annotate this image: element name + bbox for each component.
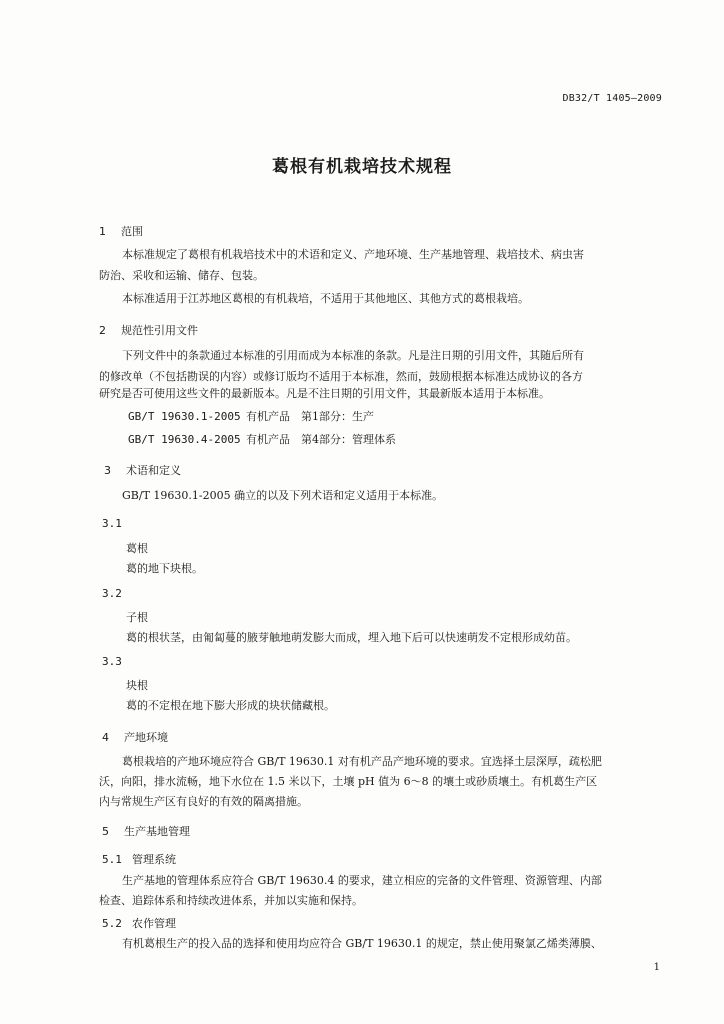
section-4-paragraph-line-1	[122, 751, 602, 772]
section-3-intro	[122, 485, 443, 506]
text-line: 本标准适用于江苏地区葛根的有机栽培，不适用于其他地区、其他方式的葛根栽培。	[122, 292, 529, 305]
reference-item	[128, 408, 374, 424]
section-2-paragraph-line-3	[99, 383, 550, 404]
term-name: 葛根	[126, 542, 148, 555]
text-line: 研究是否可使用这些文件的最新版本。凡是不注日期的引用文件，其最新版本适用于本标准。	[99, 387, 550, 400]
subsection-number: 5.1	[102, 853, 122, 866]
text-line: 葛的不定根在地下膨大形成的块状储藏根。	[126, 699, 335, 712]
reference-code: GB/T 19630.1-2005	[128, 410, 241, 423]
page-number: 1	[653, 962, 660, 973]
section-number: 4	[102, 731, 109, 744]
text-line: 下列文件中的条款通过本标准的引用而成为本标准的条款。凡是注日期的引用文件，其随后所有	[122, 349, 584, 362]
section-number: 5	[102, 825, 109, 838]
term-number: 3.1	[102, 517, 122, 530]
standard-number: DB32/T 1405—2009	[562, 93, 662, 104]
subsection-title: 管理系统	[132, 853, 176, 866]
subsection-title: 农作管理	[132, 917, 176, 930]
section-title: 范围	[121, 225, 143, 238]
reference-title: 有机产品 第4部分：管理体系	[246, 433, 396, 446]
section-title: 术语和定义	[126, 464, 181, 477]
text-line: 本标准规定了葛根有机栽培技术中的术语和定义、产地环境、生产基地管理、栽培技术、病虫害	[122, 248, 584, 261]
reference-code: GB/T 19630.4-2005	[128, 433, 241, 446]
text-line: 有机葛根生产的投入品的选择和使用均应符合 GB/T 19630.1 的规定，禁止使用聚氯乙烯类薄膜、	[122, 937, 602, 950]
section-1-paragraph-2	[122, 288, 529, 309]
section-title: 生产基地管理	[124, 825, 190, 838]
term-definition	[126, 558, 203, 579]
reference-item	[128, 431, 396, 447]
page-title: 葛根有机栽培技术规程	[272, 157, 452, 177]
term-name: 块根	[126, 679, 148, 692]
reference-title: 有机产品 第1部分：生产	[246, 410, 374, 423]
term-definition	[126, 695, 335, 716]
text-line: 生产基地的管理体系应符合 GB/T 19630.4 的要求，建立相应的完备的文件管理、资源管理、内部	[122, 874, 602, 887]
section-1-heading	[99, 223, 143, 239]
section-5-heading	[102, 823, 190, 839]
section-number: 1	[99, 225, 106, 238]
text-line: GB/T 19630.1-2005 确立的以及下列术语和定义适用于本标准。	[122, 489, 444, 502]
section-1-paragraph-1	[122, 244, 584, 265]
text-line: 葛的根状茎，由匍匐蔓的腋芽触地萌发膨大而成，埋入地下后可以快速萌发不定根形成幼苗。	[126, 631, 577, 644]
subsection-5-1-heading	[102, 851, 176, 867]
term-name: 子根	[126, 611, 148, 624]
section-1-paragraph-1-cont	[99, 265, 264, 286]
section-4-paragraph-line-2	[99, 771, 597, 792]
term-number: 3.3	[102, 655, 122, 668]
text-line: 葛的地下块根。	[126, 562, 203, 575]
section-3-heading	[104, 462, 181, 478]
subsection-5-1-line-2	[99, 890, 363, 911]
section-2-heading	[99, 322, 198, 338]
text-line: 葛根栽培的产地环境应符合 GB/T 19630.1 对有机产品产地环境的要求。宜选择土层深厚，疏松肥	[122, 755, 602, 768]
text-line: 防治、采收和运输、储存、包装。	[99, 269, 264, 282]
subsection-5-2-line-1	[122, 933, 602, 954]
section-4-paragraph-line-3	[99, 791, 308, 812]
section-2-paragraph-line-1	[122, 345, 584, 366]
section-title: 产地环境	[124, 731, 168, 744]
text-line: 沃，向阳，排水流畅，地下水位在 1.5 米以下，土壤 pH 值为 6～8 的壤土或砂质壤土。有机葛生产区	[99, 775, 598, 788]
subsection-5-1-line-1	[122, 870, 602, 891]
term-definition	[126, 627, 577, 648]
text-line: 检查、追踪体系和持续改进体系，并加以实施和保持。	[99, 894, 363, 907]
section-4-heading	[102, 729, 168, 745]
subsection-number: 5.2	[102, 917, 122, 930]
term-number: 3.2	[102, 587, 122, 600]
text-line: 的修改单（不包括勘误的内容）或修订版均不适用于本标准，然而，鼓励根据本标准达成协议的各方	[99, 370, 583, 383]
section-number: 3	[104, 464, 111, 477]
text-line: 内与常规生产区有良好的有效的隔离措施。	[99, 795, 308, 808]
subsection-5-2-heading	[102, 915, 176, 931]
section-title: 规范性引用文件	[121, 324, 198, 337]
section-number: 2	[99, 324, 106, 337]
